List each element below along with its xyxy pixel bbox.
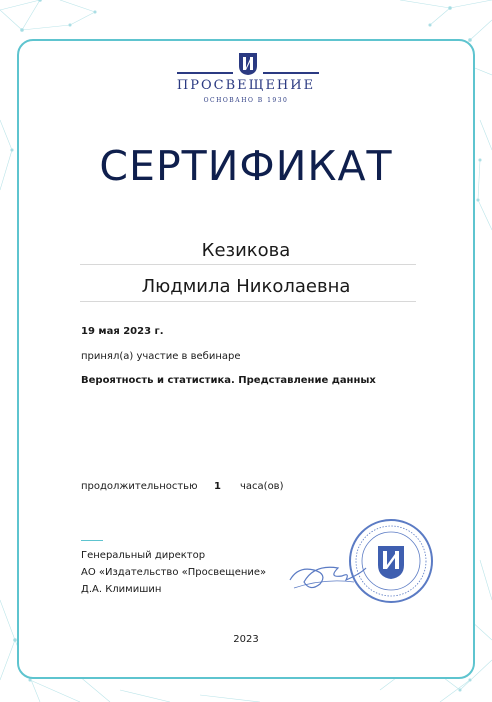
signatory-company: АО «Издательство «Просвещение» <box>81 567 267 578</box>
signature-accent-line <box>81 540 103 541</box>
prosveshchenie-logo-icon <box>238 52 258 76</box>
company-seal-icon <box>284 518 436 604</box>
brand-name: ПРОСВЕЩЕНИЕ <box>176 78 316 93</box>
brand-tagline: ОСНОВАНО В 1930 <box>203 97 289 104</box>
duration-label: продолжительностью <box>81 481 198 492</box>
logo-line-left <box>177 72 233 74</box>
signatory-name: Д.А. Климишин <box>81 584 162 595</box>
logo-line-right <box>263 72 319 74</box>
recipient-given-names: Людмила Николаевна <box>141 276 351 297</box>
webinar-title: Вероятность и статистика. Представление данных <box>81 375 376 386</box>
event-date: 19 мая 2023 г. <box>81 326 164 337</box>
signatory-position: Генеральный директор <box>81 550 206 561</box>
participation-text: принял(а) участие в вебинаре <box>81 351 241 362</box>
duration-unit: часа(ов) <box>240 481 284 492</box>
footer-year: 2023 <box>233 634 259 645</box>
name-divider-2 <box>80 301 416 302</box>
recipient-surname: Кезикова <box>201 240 291 261</box>
duration-value: 1 <box>214 481 221 492</box>
certificate-title: СЕРТИФИКАТ <box>99 142 393 190</box>
name-divider-1 <box>80 264 416 265</box>
